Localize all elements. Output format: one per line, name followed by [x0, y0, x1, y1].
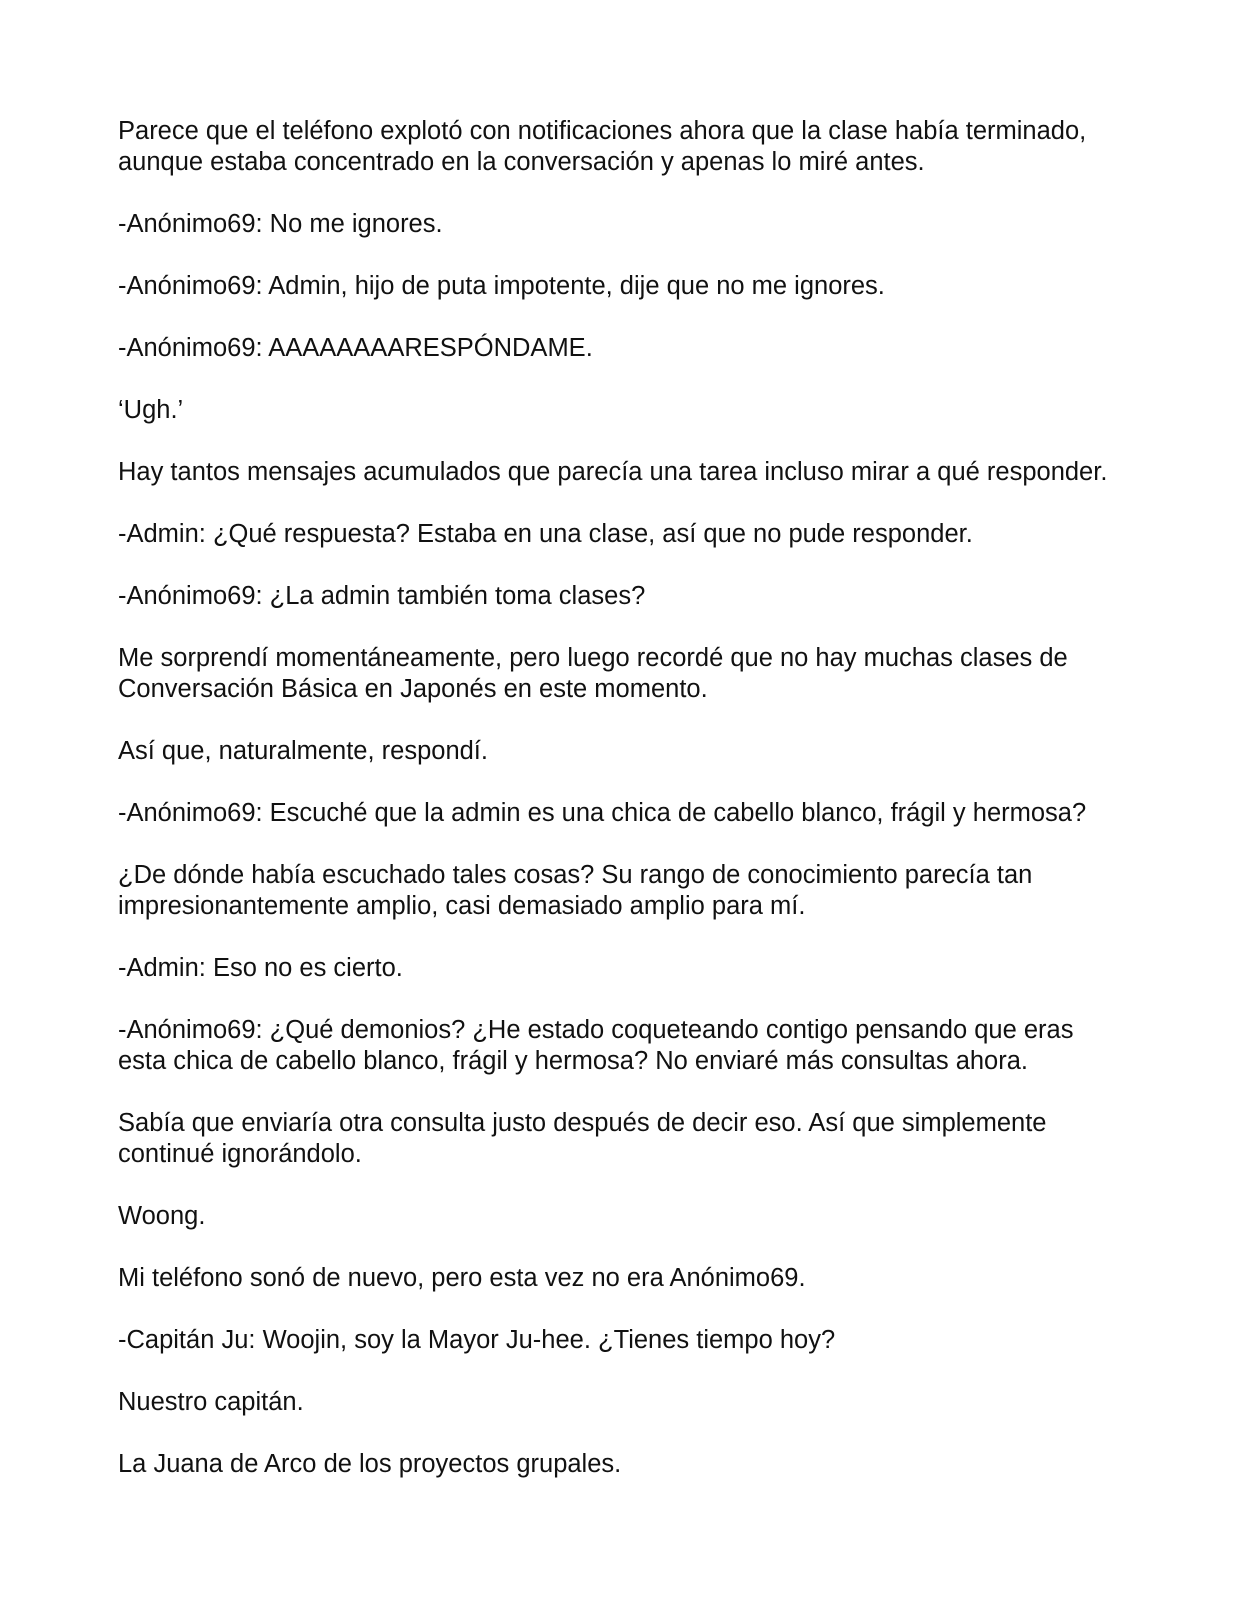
chat-message: -Anónimo69: No me ignores.: [118, 210, 443, 238]
chat-message: -Anónimo69: ¿La admin también toma clases?: [118, 582, 646, 610]
paragraph: Sabía que enviaría otra consulta justo después de decir eso. Así que simplemente continué ignorándolo.: [118, 1109, 1047, 1168]
chat-message: -Admin: Eso no es cierto.: [118, 954, 403, 982]
document-body: [118, 116, 1128, 1511]
chat-message: -Capitán Ju: Woojin, soy la Mayor Ju-hee. ¿Tienes tiempo hoy?: [118, 1326, 836, 1354]
chat-message: -Anónimo69: AAAAAAAARESPÓNDAME.: [118, 334, 593, 362]
chat-message: -Anónimo69: ¿Qué demonios? ¿He estado coqueteando contigo pensando que eras esta chica de cabello blanco, frágil y hermosa? No enviaré más consultas ahora.: [118, 1016, 1074, 1075]
paragraph-intro: Parece que el teléfono explotó con notificaciones ahora que la clase había terminado, aunque estaba concentrado en la conversación y apenas lo miré antes.: [118, 117, 1087, 176]
paragraph: ¿De dónde había escuchado tales cosas? Su rango de conocimiento parecía tan impresionantemente amplio, casi demasiado amplio para mí.: [118, 861, 1033, 920]
paragraph: ‘Ugh.’: [118, 396, 184, 424]
paragraph: La Juana de Arco de los proyectos grupales.: [118, 1450, 622, 1478]
chat-message: -Anónimo69: Admin, hijo de puta impotente, dije que no me ignores.: [118, 272, 885, 300]
chat-message: -Admin: ¿Qué respuesta? Estaba en una clase, así que no pude responder.: [118, 520, 973, 548]
paragraph: Mi teléfono sonó de nuevo, pero esta vez no era Anónimo69.: [118, 1264, 806, 1292]
paragraph: Así que, naturalmente, respondí.: [118, 737, 488, 765]
paragraph: Nuestro capitán.: [118, 1388, 304, 1416]
paragraph: Me sorprendí momentáneamente, pero luego recordé que no hay muchas clases de Conversación Básica en Japonés en este momento.: [118, 644, 1068, 703]
paragraph: Woong.: [118, 1202, 206, 1230]
chat-message: -Anónimo69: Escuché que la admin es una chica de cabello blanco, frágil y hermosa?: [118, 799, 1087, 827]
paragraph: Hay tantos mensajes acumulados que parecía una tarea incluso mirar a qué responder.: [118, 458, 1108, 486]
